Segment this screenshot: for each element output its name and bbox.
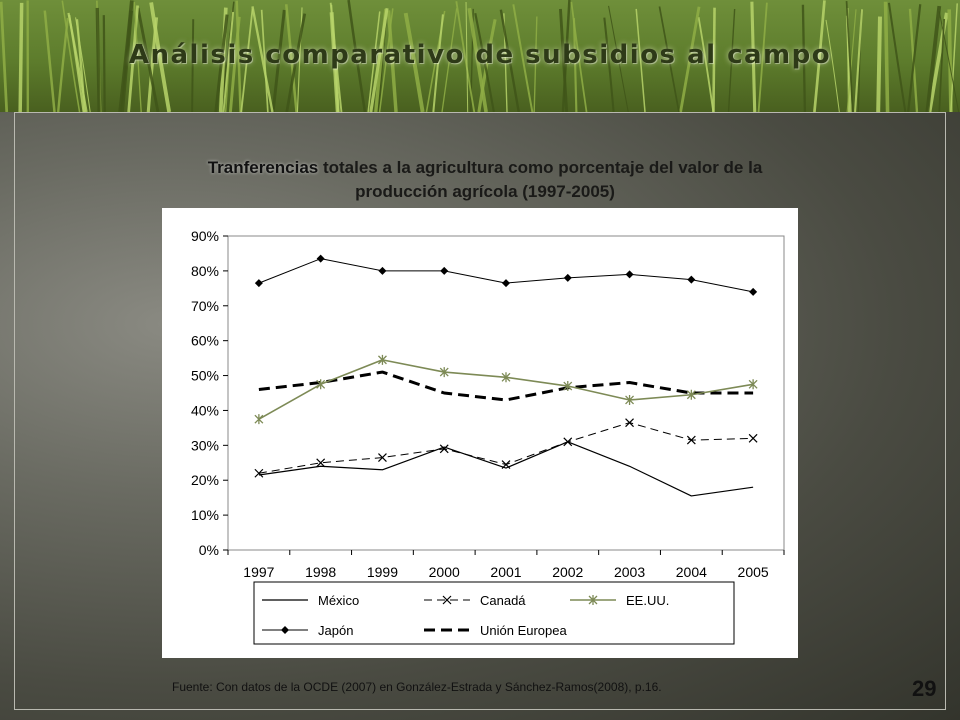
y-tick-label: 0% [198, 542, 219, 558]
legend-label: Japón [318, 623, 354, 638]
data-point [502, 279, 510, 287]
y-tick-label: 80% [190, 262, 219, 279]
data-point [687, 276, 695, 284]
chart-heading-line2: producción agrícola (1997-2005) [355, 182, 615, 201]
y-tick-label: 30% [190, 437, 219, 454]
data-point [626, 270, 634, 278]
line-chart [162, 208, 798, 658]
data-point [255, 414, 263, 424]
x-tick-label: 2003 [613, 564, 646, 580]
x-tick-label: 1998 [305, 564, 337, 580]
y-tick-label: 90% [190, 228, 219, 244]
x-tick-label: 2004 [675, 564, 707, 580]
legend-label: Unión Europea [480, 623, 567, 638]
data-point [564, 274, 572, 282]
x-tick-label: 1999 [366, 564, 399, 580]
series-Japón [255, 255, 757, 296]
slide-title: Análisis comparativo de subsidios al campo [128, 40, 832, 70]
chart-heading [120, 156, 850, 204]
series-line [259, 442, 753, 496]
legend [254, 582, 734, 644]
data-point [378, 267, 386, 275]
data-point [749, 434, 757, 442]
legend-label: México [318, 593, 360, 608]
x-tick-label: 2000 [428, 564, 460, 580]
data-point [440, 267, 448, 275]
data-point [749, 288, 757, 296]
chart-heading-line1: totales a la agricultura como porcentaje del valor de la [318, 158, 763, 177]
page-number: 29 [912, 676, 937, 701]
data-point [626, 419, 634, 427]
chart-panel [162, 208, 798, 658]
y-tick-label: 70% [190, 297, 219, 314]
title-banner [0, 0, 960, 112]
y-tick-label: 40% [190, 402, 219, 419]
series-EE.UU. [255, 355, 757, 424]
x-tick-label: 1997 [243, 564, 275, 580]
chart-heading-lead: Tranferencias [207, 158, 319, 177]
series-México [259, 442, 753, 496]
y-tick-label: 60% [190, 332, 219, 349]
y-tick-label: 50% [190, 367, 219, 384]
series-line [259, 423, 753, 474]
y-tick-label: 10% [190, 507, 219, 524]
y-tick-label: 20% [190, 472, 219, 489]
x-tick-label: 2005 [737, 564, 769, 580]
data-point [317, 255, 325, 263]
source-note: Fuente: Con datos de la OCDE (2007) en González-Estrada y Sánchez-Ramos(2008), p.16. [172, 680, 662, 694]
data-point [255, 279, 263, 287]
legend-label: Canadá [480, 593, 526, 608]
x-tick-label: 2001 [490, 564, 522, 580]
legend-label: EE.UU. [626, 593, 670, 608]
x-tick-label: 2002 [552, 564, 584, 580]
